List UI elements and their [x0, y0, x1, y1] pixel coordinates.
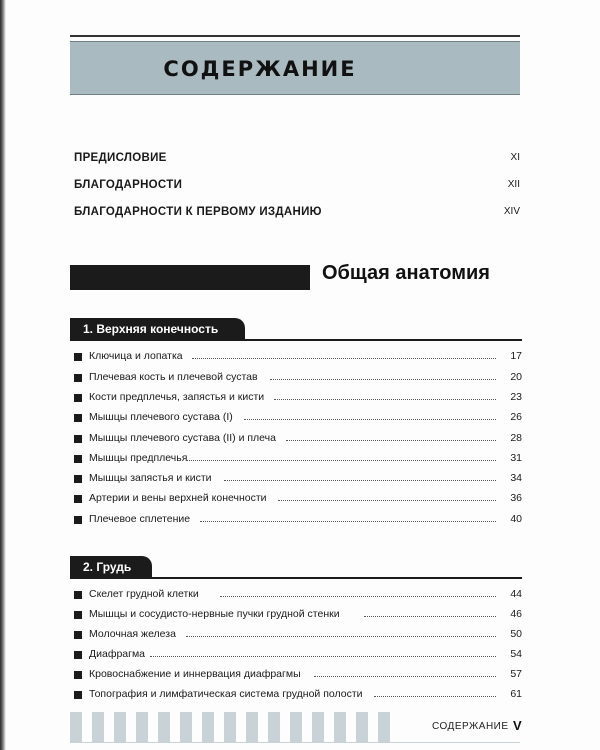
entry-title: Плечевое сплетение: [89, 513, 191, 525]
bullet-square-icon: [74, 611, 82, 619]
entry-title: Кровоснабжение и иннервация диафрагмы: [89, 668, 301, 680]
bullet-square-icon: [74, 516, 82, 524]
bullet-square-icon: [74, 414, 82, 422]
entry-page: 36: [510, 492, 522, 504]
entry-page: 26: [510, 411, 522, 423]
entry-page: 61: [510, 688, 522, 700]
toc-entry[interactable]: [74, 588, 522, 604]
entry-title: Мышцы плечевого сустава (II) и плеча: [89, 432, 276, 444]
footer-stripe: [158, 712, 170, 742]
footer-stripe: [356, 712, 368, 742]
footer-stripe: [180, 712, 192, 742]
toc-entry[interactable]: [74, 492, 522, 508]
toc-entry[interactable]: [74, 371, 522, 387]
bullet-square-icon: [74, 394, 82, 402]
preface-entry[interactable]: [74, 152, 524, 170]
footer-stripe: [246, 712, 258, 742]
leader-dots: [374, 696, 496, 697]
preface-title: ПРЕДИСЛОВИЕ: [74, 152, 167, 164]
entry-title: Артерии и вены верхней конечности: [89, 492, 267, 504]
leader-dots: [278, 500, 496, 501]
entry-title: Мышцы предплечья: [89, 452, 188, 464]
footer-stripe: [290, 712, 302, 742]
entry-page: 40: [510, 513, 522, 525]
scan-edge: [0, 0, 6, 750]
leader-dots: [150, 656, 496, 657]
toc-entry[interactable]: [74, 391, 522, 407]
entry-page: 50: [510, 628, 522, 640]
entry-title: Диафрагма: [89, 648, 146, 660]
preface-page: XII: [507, 179, 520, 190]
preface-entry[interactable]: [74, 179, 524, 197]
leader-dots: [274, 399, 496, 400]
footer-stripe: [224, 712, 236, 742]
toc-entry[interactable]: [74, 513, 522, 529]
chapter-heading[interactable]: 2. Грудь: [70, 556, 152, 578]
leader-dots: [192, 358, 496, 359]
toc-entry[interactable]: [74, 432, 522, 448]
entry-title: Мышцы и сосудисто-нервные пучки грудной стенки: [89, 608, 340, 620]
leader-dots: [244, 419, 496, 420]
leader-dots: [270, 379, 496, 380]
bullet-square-icon: [74, 671, 82, 679]
bullet-square-icon: [74, 651, 82, 659]
entry-title: Кости предплечья, запястья и кисти: [89, 391, 265, 403]
footer-stripe: [268, 712, 280, 742]
preface-page: XIV: [503, 206, 520, 217]
toc-entry[interactable]: [74, 688, 522, 704]
entry-title: Ключица и лопатка: [89, 350, 183, 362]
entry-page: 31: [510, 452, 522, 464]
footer-rule: [70, 742, 520, 743]
footer-stripe: [378, 712, 390, 742]
footer-stripe: [92, 712, 104, 742]
toc-entry[interactable]: [74, 668, 522, 684]
bullet-square-icon: [74, 591, 82, 599]
preface-entry[interactable]: [74, 206, 524, 224]
preface-title: БЛАГОДАРНОСТИ: [74, 179, 183, 191]
footer-stripe: [202, 712, 214, 742]
section-bar: [70, 265, 310, 290]
entry-title: Плечевая кость и плечевой сустав: [89, 371, 258, 383]
bullet-square-icon: [74, 691, 82, 699]
toc-entry[interactable]: [74, 628, 522, 644]
toc-entry[interactable]: [74, 472, 522, 488]
entry-page: 28: [510, 432, 522, 444]
leader-dots: [220, 596, 496, 597]
leader-dots: [186, 460, 496, 461]
bullet-square-icon: [74, 455, 82, 463]
toc-entry[interactable]: [74, 350, 522, 366]
toc-entry[interactable]: [74, 648, 522, 664]
entry-page: 34: [510, 472, 522, 484]
entry-page: 23: [510, 391, 522, 403]
leader-dots: [314, 676, 496, 677]
footer-stripe: [114, 712, 126, 742]
footer-stripe: [136, 712, 148, 742]
toc-entry[interactable]: [74, 608, 522, 624]
toc-entry[interactable]: [74, 411, 522, 427]
bullet-square-icon: [74, 475, 82, 483]
entry-title: Мышцы плечевого сустава (I): [89, 411, 233, 423]
leader-dots: [200, 521, 496, 522]
footer-stripe: [334, 712, 346, 742]
footer-page-number: V: [513, 718, 522, 733]
entry-page: 44: [510, 588, 522, 600]
bullet-square-icon: [74, 374, 82, 382]
entry-page: 57: [510, 668, 522, 680]
entry-page: 46: [510, 608, 522, 620]
entry-title: Молочная железа: [89, 628, 176, 640]
bullet-square-icon: [74, 353, 82, 361]
bullet-square-icon: [74, 495, 82, 503]
leader-dots: [186, 636, 496, 637]
entry-title: Мышцы запястья и кисти: [89, 472, 212, 484]
preface-page: XI: [510, 152, 520, 163]
header-rule: [70, 35, 520, 37]
chapter-heading[interactable]: 1. Верхняя конечность: [70, 318, 245, 340]
entry-page: 54: [510, 648, 522, 660]
bullet-square-icon: [74, 631, 82, 639]
entry-page: 17: [510, 350, 522, 362]
leader-dots: [224, 480, 496, 481]
bullet-square-icon: [74, 435, 82, 443]
footer-stripe: [312, 712, 324, 742]
footer-label: СОДЕРЖАНИЕ: [432, 721, 509, 732]
leader-dots: [364, 616, 496, 617]
section-title: Общая анатомия: [322, 262, 490, 284]
page-title: СОДЕРЖАНИЕ: [163, 57, 357, 81]
leader-dots: [286, 440, 496, 441]
toc-entry[interactable]: [74, 452, 522, 468]
entry-title: Топография и лимфатическая система грудной полости: [89, 688, 363, 700]
footer-stripe: [70, 712, 82, 742]
entry-page: 20: [510, 371, 522, 383]
preface-title: БЛАГОДАРНОСТИ К ПЕРВОМУ ИЗДАНИЮ: [74, 206, 322, 218]
entry-title: Скелет грудной клетки: [89, 588, 199, 600]
